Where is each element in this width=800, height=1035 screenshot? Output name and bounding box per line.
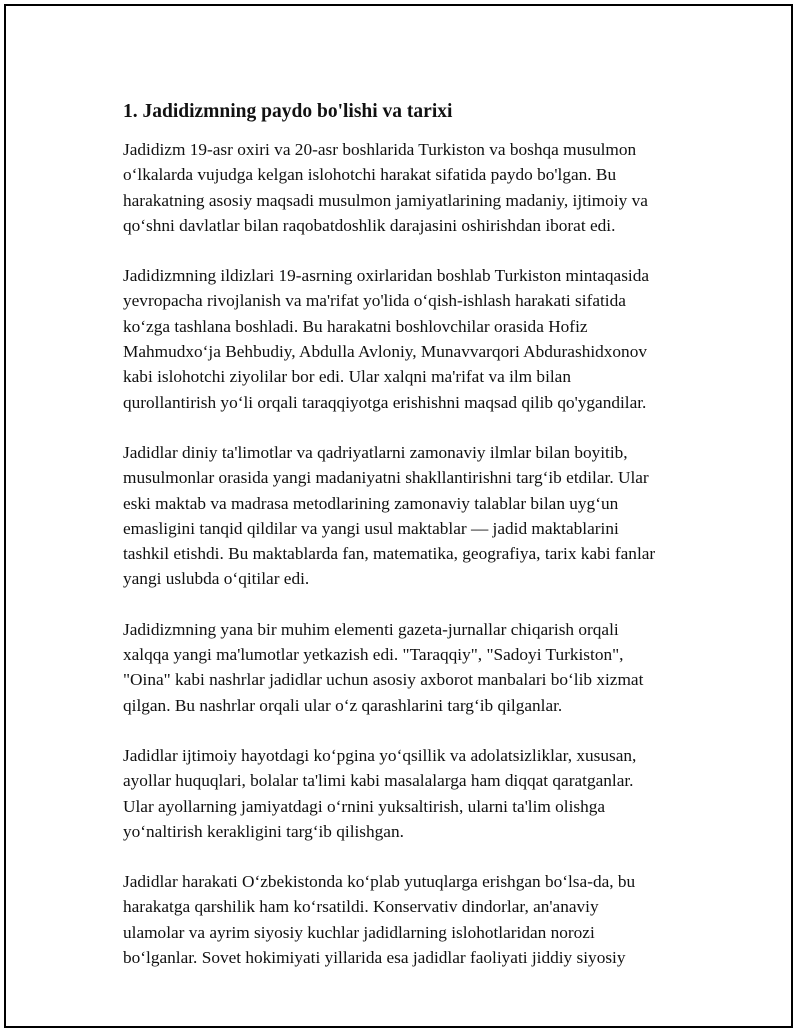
text-line: ko‘zga tashlana boshladi. Bu harakatni boshlovchilar orasida Hofiz: [123, 316, 588, 336]
text-line: tashkil etishdi. Bu maktablarda fan, matematika, geografiya, tarix kabi fanlar: [123, 544, 656, 564]
text-line: ulamolar va ayrim siyosiy kuchlar jadidlarning islohotlaridan norozi: [123, 922, 595, 942]
text-line: o‘lkalarda vujudga kelgan islohotchi harakat sifatida paydo bo'lgan. Bu: [123, 165, 617, 185]
text-line: Jadidlar diniy ta'limotlar va qadriyatlarni zamonaviy ilmlar bilan boyitib,: [123, 442, 628, 462]
text-line: qo‘shni davlatlar bilan raqobatdoshlik darajasini oshirishdan iborat edi.: [123, 215, 616, 235]
text-line: musulmonlar orasida yangi madaniyatni shakllantirishni targ‘ib etdilar. Ular: [123, 468, 649, 488]
paragraph-1: [123, 137, 703, 238]
text-line: Jadidlar harakati O‘zbekistonda ko‘plab yutuqlarga erishgan bo‘lsa-da, bu: [123, 872, 636, 892]
text-line: harakatning asosiy maqsadi musulmon jamiyatlarining madaniy, ijtimoiy va: [123, 190, 648, 210]
text-line: kabi islohotchi ziyolilar bor edi. Ular xalqni ma'rifat va ilm bilan: [123, 367, 571, 387]
text-line: Jadidizmning yana bir muhim elementi gazeta-jurnallar chiqarish orqali: [123, 619, 619, 639]
text-line: eski maktab va madrasa metodlarining zamonaviy talablar bilan uyg‘un: [123, 493, 619, 513]
paragraph-6: [123, 869, 703, 970]
paragraph-4: [123, 617, 703, 718]
text-line: yevropacha rivojlanish va ma'rifat yo'lida o‘qish-ishlash harakati sifatida: [123, 291, 626, 311]
text-line: emasligini tanqid qildilar va yangi usul maktablar — jadid maktablarini: [123, 518, 619, 538]
text-line: bo‘lganlar. Sovet hokimiyati yillarida esa jadidlar faoliyati jiddiy siyosiy: [123, 948, 626, 968]
text-line: harakatga qarshilik ham ko‘rsatildi. Konservativ dindorlar, an'anaviy: [123, 897, 599, 917]
text-line: yangi uslubda o‘qitilar edi.: [123, 569, 310, 589]
text-line: yo‘naltirish kerakligini targ‘ib qilishgan.: [123, 821, 404, 841]
text-line: qurollantirish yo‘li orqali taraqqiyotga erishishni maqsad qilib qo'ygandilar.: [123, 392, 647, 412]
text-line: qilgan. Bu nashrlar orqali ular o‘z qarashlarini targ‘ib qilganlar.: [123, 695, 563, 715]
text-line: Jadidizmning ildizlari 19-asrning oxirlaridan boshlab Turkiston mintaqasida: [123, 266, 650, 286]
page-frame: [4, 4, 793, 1028]
text-line: Mahmudxo‘ja Behbudiy, Abdulla Avloniy, Munavvarqori Abdurashidxonov: [123, 342, 647, 362]
text-line: ayollar huquqlari, bolalar ta'limi kabi masalalarga ham diqqat qaratganlar.: [123, 771, 634, 791]
text-line: Jadidlar ijtimoiy hayotdagi ko‘pgina yo‘qsillik va adolatsizliklar, xususan,: [123, 745, 637, 765]
text-line: "Oina" kabi nashrlar jadidlar uchun asosiy axborot manbalari bo‘lib xizmat: [123, 670, 644, 690]
document-body: [123, 100, 703, 995]
text-line: xalqqa yangi ma'lumotlar yetkazish edi. "Taraqqiy", "Sadoyi Turkiston",: [123, 645, 624, 665]
paragraph-2: [123, 263, 703, 415]
text-line: Jadidizm 19-asr oxiri va 20-asr boshlarida Turkiston va boshqa musulmon: [123, 140, 637, 159]
paragraph-3: [123, 440, 703, 592]
text-line: Ular ayollarning jamiyatdagi o‘rnini yuksaltirish, ularni ta'lim olishga: [123, 796, 606, 816]
section-heading: 1. Jadidizmning paydo bo'lishi va tarixi: [123, 101, 453, 122]
paragraph-5: [123, 743, 703, 844]
